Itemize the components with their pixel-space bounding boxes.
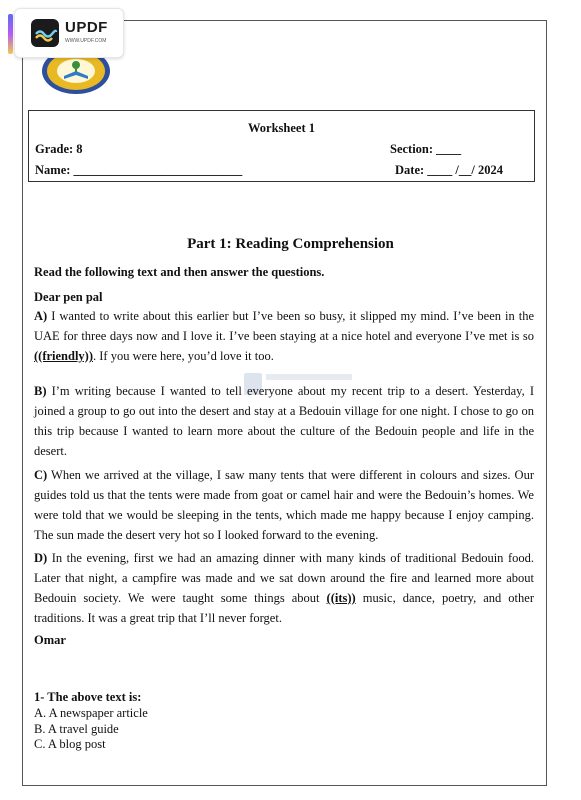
paragraph-b xyxy=(34,381,534,461)
paragraph-text: I wanted to write about this earlier but I’ve been so busy, it slipped my mind. I’ve been in the UAE for three days now and I love it. I’ve been staying at a nice hotel and everyone I’ve met is so xyxy=(34,309,534,343)
section-field: Section: ____ xyxy=(390,142,462,156)
paragraph-text: music, dance, poetry, and other traditions. It was a great trip that I’ll never forget. xyxy=(34,591,534,625)
paragraph-text: . If you were here, you’d love it too. xyxy=(93,349,274,363)
signature: Omar xyxy=(34,633,66,647)
part-title: Part 1: Reading Comprehension xyxy=(187,236,394,252)
updf-logo-icon xyxy=(31,19,59,47)
paragraph-label: C) xyxy=(34,468,48,482)
updf-color-strip xyxy=(8,14,13,54)
paragraph-label: B) xyxy=(34,384,47,398)
watermark-mark xyxy=(266,374,352,380)
worksheet-header xyxy=(28,110,535,182)
updf-url: WWW.UPDF.COM xyxy=(65,38,107,44)
paragraph-d xyxy=(34,548,534,628)
paragraph-text: When we arrived at the village, I saw many tents that were different in colours and sizes. Our guides told us that the tents were made from goat or camel hair and were the Bedouin’s homes. We were told that we would be sleeping in the tents, which made me happy because I enjoy camping. The sun made the desert very hot so I looked forward to the evening. xyxy=(34,468,534,542)
updf-badge[interactable] xyxy=(14,8,124,58)
greeting: Dear pen pal xyxy=(34,290,103,304)
paragraph-a xyxy=(34,306,534,366)
highlighted-word: ((friendly)) xyxy=(34,349,94,363)
paragraph-text: In the evening, first we had an amazing dinner with many kinds of traditional Bedouin food. Later that night, a campfire was made and we sat down around the fire and learned more about Bedouin society. We were taught some things about xyxy=(34,551,534,605)
paragraph-text: I’m writing because I wanted to tell everyone about my recent trip to a desert. Yesterday, I joined a group to go out into the desert and stay at a Bedouin village for one night. I chose to go on this trip because I wanted to learn more about the culture of the Bedouin people and life in the desert. xyxy=(34,384,534,458)
paragraph-label: D) xyxy=(34,551,48,565)
date-field: Date: ____ /__/ 2024 xyxy=(395,163,503,177)
worksheet-title: Worksheet 1 xyxy=(247,121,315,135)
instruction: Read the following text and then answer the questions. xyxy=(34,265,325,279)
answer-option[interactable]: B. A travel guide xyxy=(34,722,119,736)
name-field: Name: ___________________________ xyxy=(35,163,243,177)
question-text: 1- The above text is: xyxy=(34,690,142,704)
answer-option[interactable]: A. A newspaper article xyxy=(34,706,148,720)
grade-label: Grade: 8 xyxy=(35,142,83,156)
paragraph-c xyxy=(34,465,534,545)
highlighted-word: ((its)) xyxy=(326,591,356,605)
updf-title: UPDF xyxy=(65,19,108,36)
paragraph-label: A) xyxy=(34,309,48,323)
answer-option[interactable]: C. A blog post xyxy=(34,737,106,751)
